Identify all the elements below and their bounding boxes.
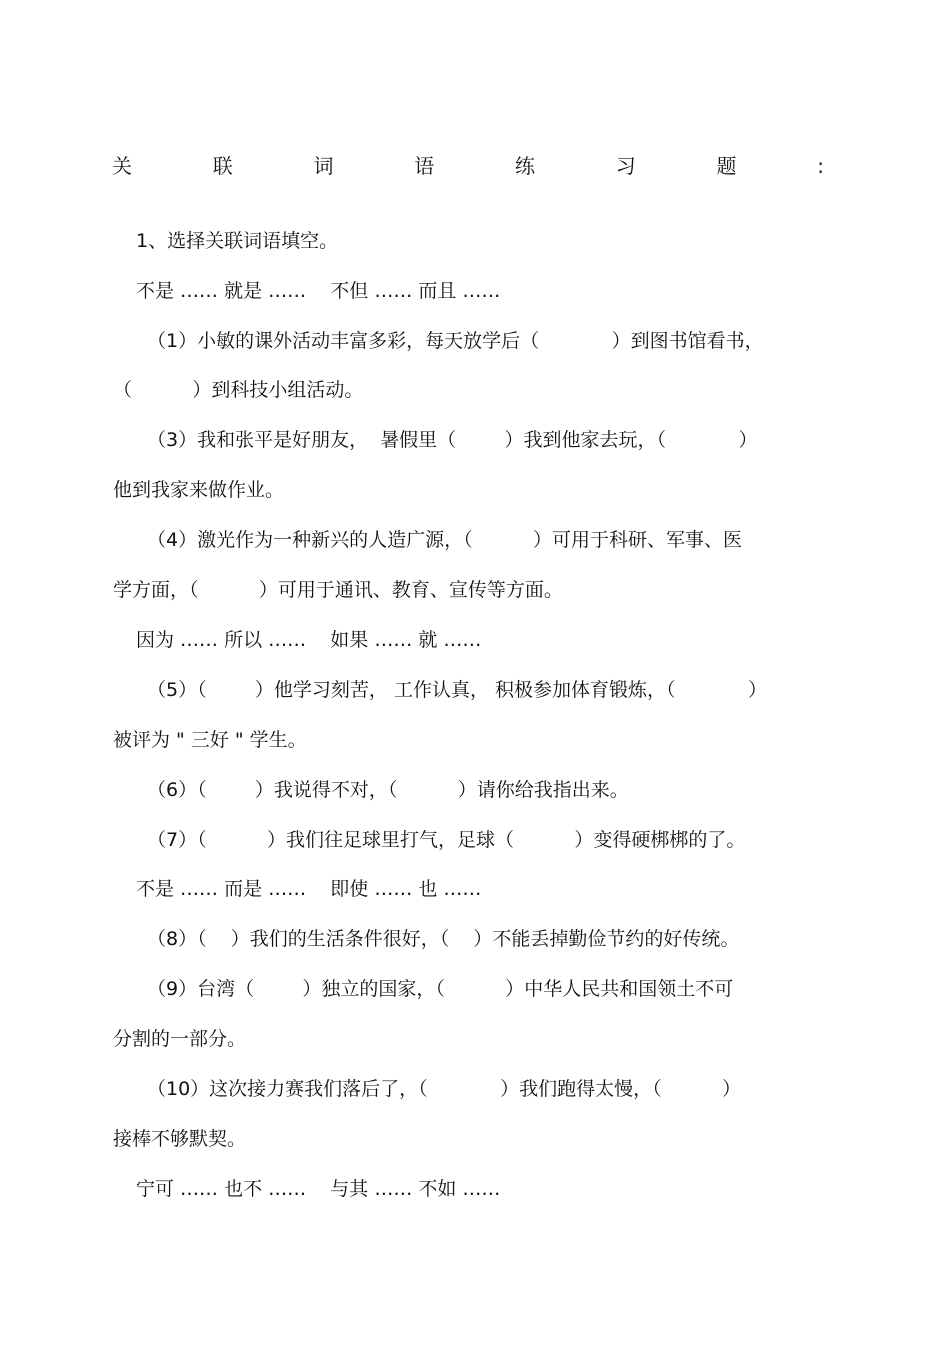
conjunction-options: 因为 …… 所以 …… 如果 …… 就 …… [136, 629, 482, 651]
exercise-line: （10）这次接力赛我们落后了，（ ）我们跑得太慢，（ ） [147, 1078, 742, 1100]
exercise-line: 接棒不够默契。 [113, 1128, 247, 1150]
conjunction-options: 不是 …… 就是 …… 不但 …… 而且 …… [136, 280, 501, 302]
exercise-line: （5）（ ）他学习刻苦， 工作认真， 积极参加体育锻炼，（ ） [147, 679, 767, 701]
exercise-line: （6）（ ）我说得不对，（ ）请你给我指出来。 [147, 779, 629, 801]
title-char: 习 [615, 154, 636, 178]
conjunction-options: 宁可 …… 也不 …… 与其 …… 不如 …… [136, 1178, 501, 1200]
title-char: 题 [716, 154, 737, 178]
exercise-line: （1）小敏的课外活动丰富多彩，每天放学后（ ）到图书馆看书， [147, 330, 764, 352]
title-char: 练 [515, 154, 535, 178]
title-char: 联 [212, 154, 233, 178]
exercise-line: （7）（ ）我们往足球里打气，足球（ ）变得硬梆梆的了。 [147, 829, 746, 851]
exercise-line: （ ）到科技小组活动。 [113, 379, 364, 401]
conjunction-options: 不是 …… 而是 …… 即使 …… 也 …… [136, 878, 482, 900]
exercise-line: （4）激光作为一种新兴的人造广源，（ ）可用于科研、军事、医 [147, 529, 742, 551]
exercise-line: 被评为 " 三好 " 学生。 [113, 729, 307, 751]
exercise-line: 他到我家来做作业。 [113, 479, 285, 501]
page-title [112, 154, 824, 178]
exercise-line: 分割的一部分。 [113, 1028, 247, 1050]
question-heading: 1、选择关联词语填空。 [136, 230, 339, 252]
title-char: 关 [112, 154, 132, 178]
exercise-line: （3）我和张平是好朋友， 暑假里（ ）我到他家去玩，（ ） [147, 429, 758, 451]
exercise-line: 学方面，（ ）可用于通讯、教育、宣传等方面。 [113, 579, 563, 601]
title-char: 语 [414, 154, 435, 178]
title-char: : [817, 154, 824, 178]
title-char: 词 [313, 154, 334, 178]
exercise-line: （9）台湾（ ）独立的国家，（ ）中华人民共和国领土不可 [147, 978, 734, 1000]
exercise-line: （8）（ ）我们的生活条件很好，（ ）不能丢掉勤俭节约的好传统。 [147, 928, 740, 950]
